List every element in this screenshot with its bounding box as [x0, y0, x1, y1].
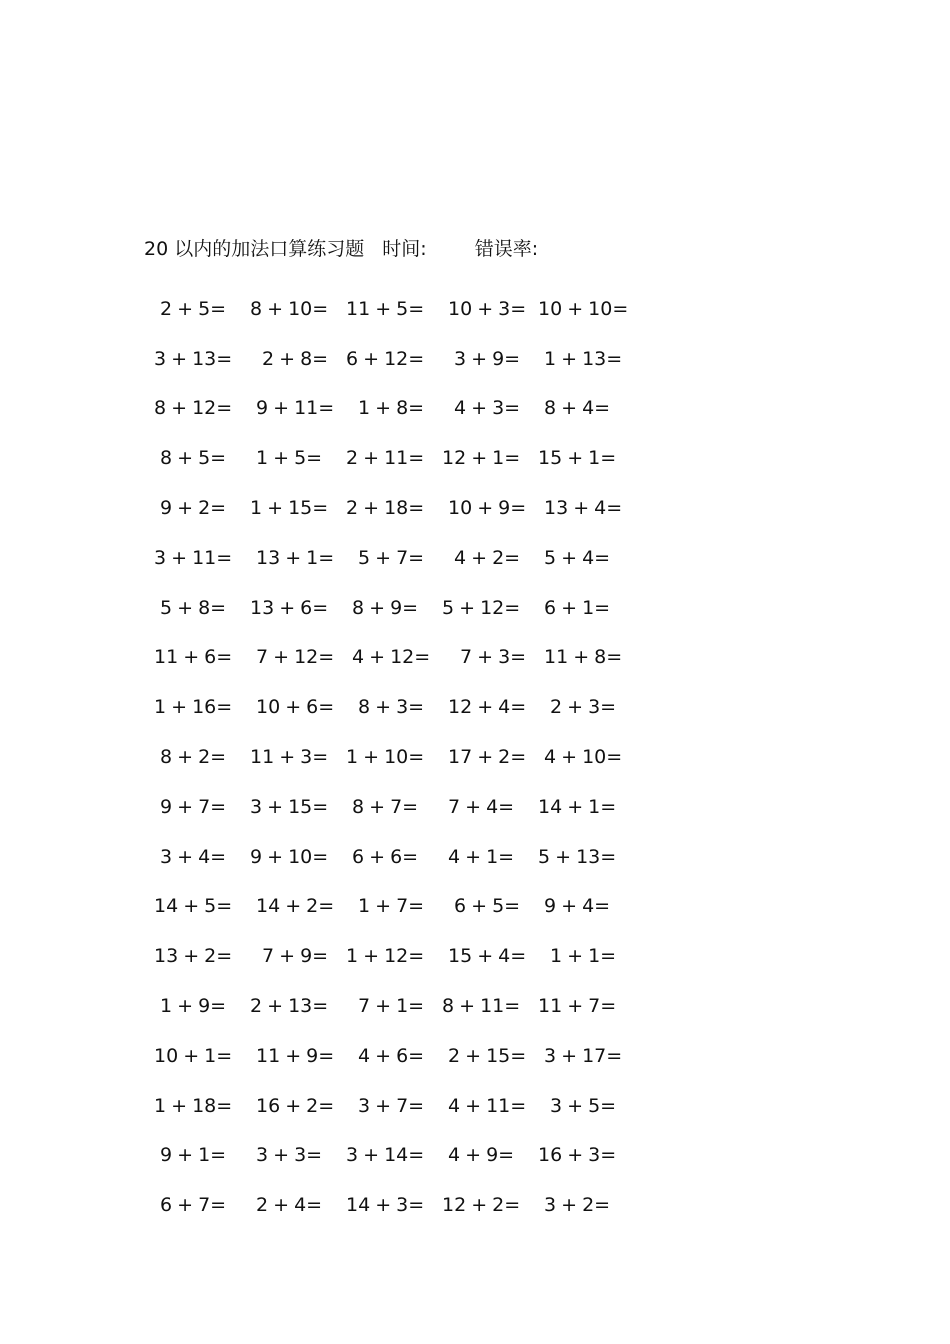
- problem-row: [150, 882, 630, 932]
- addition-problem: 9 + 4=: [544, 895, 611, 918]
- worksheet-title: 20 以内的加法口算练习题: [144, 238, 365, 260]
- addition-problem: 5 + 13=: [538, 845, 617, 868]
- addition-problem: 1 + 10=: [346, 746, 425, 769]
- problem-row: [150, 931, 630, 981]
- addition-problem: 2 + 8=: [262, 347, 329, 370]
- addition-problem: 13 + 6=: [250, 596, 329, 619]
- addition-problem: 9 + 7=: [160, 795, 227, 818]
- addition-problem: 4 + 3=: [454, 397, 521, 420]
- addition-problem: 11 + 3=: [250, 746, 329, 769]
- addition-problem: 2 + 5=: [160, 297, 227, 320]
- addition-problem: 7 + 12=: [256, 646, 335, 669]
- problem-row: [150, 334, 630, 384]
- problem-row: [150, 682, 630, 732]
- addition-problem: 1 + 7=: [358, 895, 425, 918]
- addition-problem: 14 + 2=: [256, 895, 335, 918]
- addition-problem: 7 + 3=: [460, 646, 527, 669]
- addition-problem: 15 + 1=: [538, 447, 617, 470]
- addition-problem: 2 + 4=: [256, 1194, 323, 1217]
- addition-problem: 8 + 10=: [250, 297, 329, 320]
- addition-problem: 2 + 11=: [346, 447, 425, 470]
- problem-row: [150, 1031, 630, 1081]
- addition-problem: 3 + 9=: [454, 347, 521, 370]
- addition-problem: 4 + 11=: [448, 1094, 527, 1117]
- addition-problem: 15 + 4=: [448, 945, 527, 968]
- problem-row: [150, 782, 630, 832]
- problem-row: [150, 1131, 630, 1181]
- addition-problem: 14 + 5=: [154, 895, 233, 918]
- addition-problem: 1 + 8=: [358, 397, 425, 420]
- addition-problem: 13 + 4=: [544, 497, 623, 520]
- addition-problem: 6 + 5=: [454, 895, 521, 918]
- addition-problem: 6 + 12=: [346, 347, 425, 370]
- addition-problem: 11 + 6=: [154, 646, 233, 669]
- problem-row: [150, 533, 630, 583]
- addition-problem: 6 + 6=: [352, 845, 419, 868]
- addition-problem: 10 + 1=: [154, 1044, 233, 1067]
- addition-problem: 3 + 3=: [256, 1144, 323, 1167]
- addition-problem: 7 + 4=: [448, 795, 515, 818]
- worksheet-header: [144, 236, 538, 262]
- addition-problem: 9 + 2=: [160, 497, 227, 520]
- problem-row: [150, 384, 630, 434]
- addition-problem: 1 + 5=: [256, 447, 323, 470]
- addition-problem: 1 + 16=: [154, 696, 233, 719]
- addition-problem: 9 + 11=: [256, 397, 335, 420]
- addition-problem: 1 + 1=: [550, 945, 617, 968]
- addition-problem: 1 + 18=: [154, 1094, 233, 1117]
- addition-problem: 11 + 5=: [346, 297, 425, 320]
- addition-problem: 8 + 3=: [358, 696, 425, 719]
- addition-problem: 3 + 11=: [154, 546, 233, 569]
- addition-problem: 5 + 12=: [442, 596, 521, 619]
- addition-problem: 2 + 3=: [550, 696, 617, 719]
- addition-problem: 12 + 2=: [442, 1194, 521, 1217]
- addition-problem: 4 + 2=: [454, 546, 521, 569]
- addition-problem: 4 + 9=: [448, 1144, 515, 1167]
- addition-problem: 12 + 4=: [448, 696, 527, 719]
- addition-problem: 3 + 5=: [550, 1094, 617, 1117]
- addition-problem: 2 + 18=: [346, 497, 425, 520]
- addition-problem: 12 + 1=: [442, 447, 521, 470]
- addition-problem: 8 + 7=: [352, 795, 419, 818]
- addition-problem: 3 + 15=: [250, 795, 329, 818]
- problem-row: [150, 583, 630, 633]
- addition-problem: 4 + 6=: [358, 1044, 425, 1067]
- addition-problem: 2 + 15=: [448, 1044, 527, 1067]
- addition-problem: 13 + 1=: [256, 546, 335, 569]
- addition-problem: 17 + 2=: [448, 746, 527, 769]
- addition-problem: 10 + 6=: [256, 696, 335, 719]
- addition-problem: 16 + 2=: [256, 1094, 335, 1117]
- addition-problem: 4 + 10=: [544, 746, 623, 769]
- addition-problem: 4 + 1=: [448, 845, 515, 868]
- addition-problem: 14 + 1=: [538, 795, 617, 818]
- addition-problem: 3 + 2=: [544, 1194, 611, 1217]
- addition-problem: 8 + 9=: [352, 596, 419, 619]
- addition-problem: 8 + 12=: [154, 397, 233, 420]
- addition-problem: 13 + 2=: [154, 945, 233, 968]
- problem-row: [150, 1081, 630, 1131]
- addition-problem: 3 + 13=: [154, 347, 233, 370]
- problem-row: [150, 1180, 630, 1230]
- addition-problem: 9 + 1=: [160, 1144, 227, 1167]
- addition-problem: 6 + 7=: [160, 1194, 227, 1217]
- addition-problem: 7 + 1=: [358, 995, 425, 1018]
- addition-problem: 3 + 17=: [544, 1044, 623, 1067]
- addition-problem: 10 + 9=: [448, 497, 527, 520]
- addition-problem: 10 + 10=: [538, 297, 629, 320]
- addition-problem: 3 + 4=: [160, 845, 227, 868]
- addition-problem: 1 + 13=: [544, 347, 623, 370]
- problem-row: [150, 633, 630, 683]
- addition-problem: 5 + 4=: [544, 546, 611, 569]
- addition-problem: 11 + 7=: [538, 995, 617, 1018]
- problem-row: [150, 433, 630, 483]
- addition-problem: 3 + 7=: [358, 1094, 425, 1117]
- addition-problem: 1 + 12=: [346, 945, 425, 968]
- addition-problem: 8 + 5=: [160, 447, 227, 470]
- addition-problem: 9 + 10=: [250, 845, 329, 868]
- addition-problem: 10 + 3=: [448, 297, 527, 320]
- addition-problem: 8 + 4=: [544, 397, 611, 420]
- error-rate-label: 错误率:: [474, 238, 539, 260]
- addition-problem: 1 + 15=: [250, 497, 329, 520]
- addition-problem: 7 + 9=: [262, 945, 329, 968]
- problem-row: [150, 732, 630, 782]
- problem-row: [150, 284, 630, 334]
- addition-problem: 11 + 8=: [544, 646, 623, 669]
- addition-problem: 2 + 13=: [250, 995, 329, 1018]
- addition-problem: 3 + 14=: [346, 1144, 425, 1167]
- addition-problem: 1 + 9=: [160, 995, 227, 1018]
- problem-grid: [150, 284, 630, 1230]
- addition-problem: 14 + 3=: [346, 1194, 425, 1217]
- addition-problem: 11 + 9=: [256, 1044, 335, 1067]
- addition-problem: 8 + 11=: [442, 995, 521, 1018]
- problem-row: [150, 483, 630, 533]
- addition-problem: 5 + 8=: [160, 596, 227, 619]
- addition-problem: 4 + 12=: [352, 646, 431, 669]
- problem-row: [150, 832, 630, 882]
- addition-problem: 8 + 2=: [160, 746, 227, 769]
- time-label: 时间:: [382, 238, 427, 260]
- addition-problem: 16 + 3=: [538, 1144, 617, 1167]
- addition-problem: 6 + 1=: [544, 596, 611, 619]
- problem-row: [150, 981, 630, 1031]
- addition-problem: 5 + 7=: [358, 546, 425, 569]
